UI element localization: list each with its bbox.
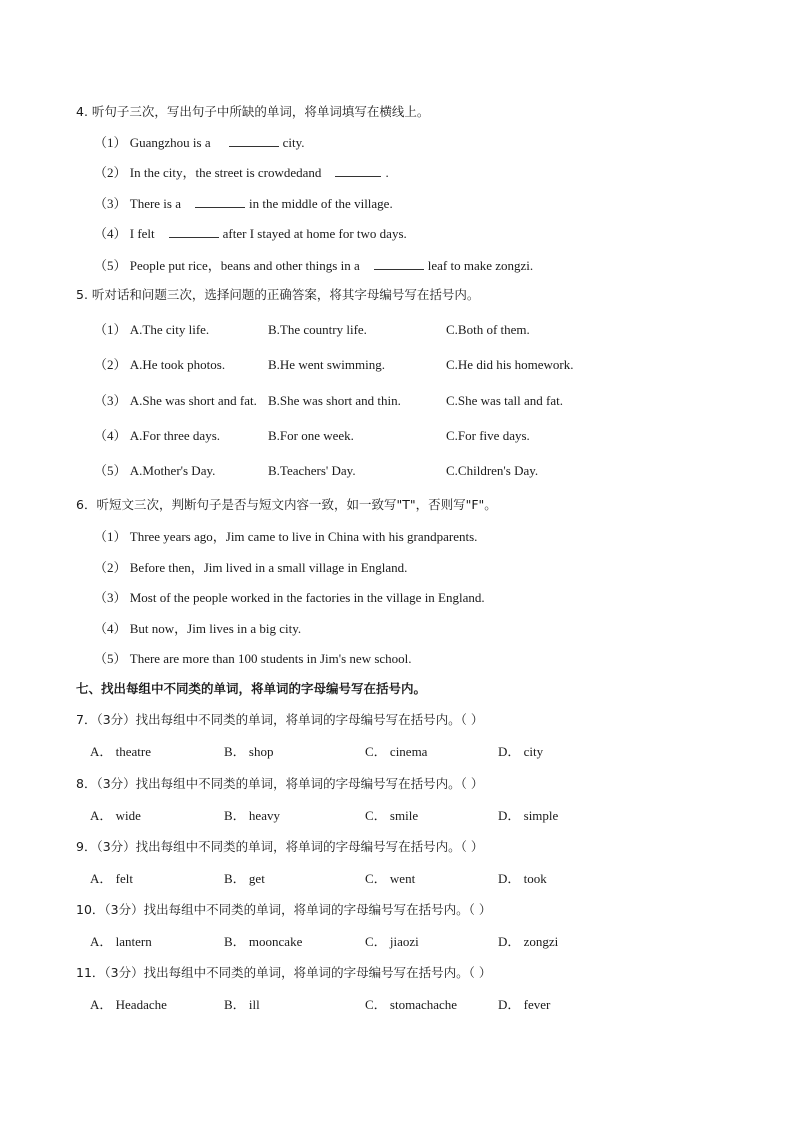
q5-item-4-b: B.For one week. bbox=[268, 428, 354, 443]
q4-item-2-post: . bbox=[385, 165, 389, 180]
q4-blank-1[interactable] bbox=[229, 134, 279, 147]
q6-item-5: （5） There are more than 100 students in Jim's new school. bbox=[94, 651, 412, 666]
q4-item-1-pre: （1） Guangzhou is a bbox=[94, 135, 211, 150]
mc7-option-b[interactable]: B． shop bbox=[224, 744, 274, 759]
q4-item-2-pre: （2） In the city，the street is crowdedand bbox=[94, 165, 322, 180]
mc11-stem: 11．（3分）找出每组中不同类的单词，将单词的字母编号写在括号内。（ ） bbox=[76, 965, 492, 980]
q5-item-1-a: （1） A.The city life. bbox=[94, 322, 210, 337]
q4-item-3-post: in the middle of the village. bbox=[249, 196, 393, 211]
mc9-option-b[interactable]: B． get bbox=[224, 871, 265, 886]
q6-heading: 6．听短文三次，判断句子是否与短文内容一致，如一致写"T"，否则写"F"。 bbox=[76, 497, 497, 512]
q6-item-3: （3） Most of the people worked in the factories in the village in England. bbox=[94, 590, 485, 605]
q4-blank-4[interactable] bbox=[169, 225, 219, 238]
mc10-option-b[interactable]: B． mooncake bbox=[224, 934, 303, 949]
q6-item-1: （1） Three years ago，Jim came to live in China with his grandparents. bbox=[94, 529, 478, 544]
mc9-option-c[interactable]: C． went bbox=[365, 871, 416, 886]
q4-item-1-post: city. bbox=[282, 135, 305, 150]
q5-item-5-b: B.Teachers' Day. bbox=[268, 463, 356, 478]
mc8-option-c[interactable]: C． smile bbox=[365, 808, 419, 823]
q5-item-4-a: （4） A.For three days. bbox=[94, 428, 221, 443]
section7-heading: 七、找出每组中不同类的单词，将单词的字母编号写在括号内。 bbox=[76, 681, 427, 696]
q5-item-1-b: B.The country life. bbox=[268, 322, 367, 337]
q4-item-3 bbox=[94, 195, 393, 212]
q4-item-3-pre: （3） There is a bbox=[94, 196, 182, 211]
q4-item-5 bbox=[94, 257, 533, 274]
q5-item-3-c: C.She was tall and fat. bbox=[446, 393, 563, 408]
mc10-option-a[interactable]: A． lantern bbox=[90, 934, 152, 949]
mc9-stem: 9．（3分）找出每组中不同类的单词，将单词的字母编号写在括号内。（ ） bbox=[76, 839, 484, 854]
q5-item-5-c: C.Children's Day. bbox=[446, 463, 539, 478]
q4-blank-3[interactable] bbox=[195, 195, 245, 208]
q5-item-4-c: C.For five days. bbox=[446, 428, 530, 443]
q5-item-2-c: C.He did his homework. bbox=[446, 357, 574, 372]
q6-item-4: （4） But now，Jim lives in a big city. bbox=[94, 621, 302, 636]
q4-item-1 bbox=[94, 134, 305, 151]
q4-heading: 4. 听句子三次，写出句子中所缺的单词，将单词填写在横线上。 bbox=[76, 104, 430, 119]
mc9-option-a[interactable]: A． felt bbox=[90, 871, 133, 886]
q4-item-4-post: after I stayed at home for two days. bbox=[222, 226, 407, 241]
q5-item-1-c: C.Both of them. bbox=[446, 322, 530, 337]
q5-heading: 5. 听对话和问题三次，选择问题的正确答案，将其字母编号写在括号内。 bbox=[76, 287, 480, 302]
mc10-option-c[interactable]: C． jiaozi bbox=[365, 934, 419, 949]
q4-item-5-post: leaf to make zongzi. bbox=[427, 258, 534, 273]
mc11-option-d[interactable]: D． fever bbox=[498, 997, 551, 1012]
mc10-stem: 10．（3分）找出每组中不同类的单词，将单词的字母编号写在括号内。（ ） bbox=[76, 902, 492, 917]
q5-item-2-b: B.He went swimming. bbox=[268, 357, 385, 372]
q4-item-5-pre: （5） People put rice，beans and other things in a bbox=[94, 258, 360, 273]
mc9-option-d[interactable]: D． took bbox=[498, 871, 547, 886]
q4-item-4-pre: （4） I felt bbox=[94, 226, 155, 241]
mc10-option-d[interactable]: D． zongzi bbox=[498, 934, 559, 949]
mc8-option-b[interactable]: B． heavy bbox=[224, 808, 280, 823]
mc8-stem: 8．（3分）找出每组中不同类的单词，将单词的字母编号写在括号内。（ ） bbox=[76, 776, 484, 791]
mc11-option-b[interactable]: B． ill bbox=[224, 997, 260, 1012]
q5-item-2-a: （2） A.He took photos. bbox=[94, 357, 226, 372]
q4-blank-5[interactable] bbox=[374, 257, 424, 270]
q4-blank-2[interactable] bbox=[335, 164, 381, 177]
q5-item-3-b: B.She was short and thin. bbox=[268, 393, 401, 408]
mc11-option-c[interactable]: C． stomachache bbox=[365, 997, 458, 1012]
mc7-stem: 7．（3分）找出每组中不同类的单词，将单词的字母编号写在括号内。（ ） bbox=[76, 712, 484, 727]
mc8-option-d[interactable]: D． simple bbox=[498, 808, 559, 823]
mc7-option-d[interactable]: D． city bbox=[498, 744, 544, 759]
q4-item-2 bbox=[94, 164, 389, 181]
mc7-option-a[interactable]: A． theatre bbox=[90, 744, 152, 759]
mc11-option-a[interactable]: A． Headache bbox=[90, 997, 167, 1012]
mc7-option-c[interactable]: C． cinema bbox=[365, 744, 428, 759]
q5-item-5-a: （5） A.Mother's Day. bbox=[94, 463, 216, 478]
q6-item-2: （2） Before then，Jim lived in a small village in England. bbox=[94, 560, 408, 575]
q4-item-4 bbox=[94, 225, 407, 242]
q5-item-3-a: （3） A.She was short and fat. bbox=[94, 393, 257, 408]
mc8-option-a[interactable]: A． wide bbox=[90, 808, 141, 823]
